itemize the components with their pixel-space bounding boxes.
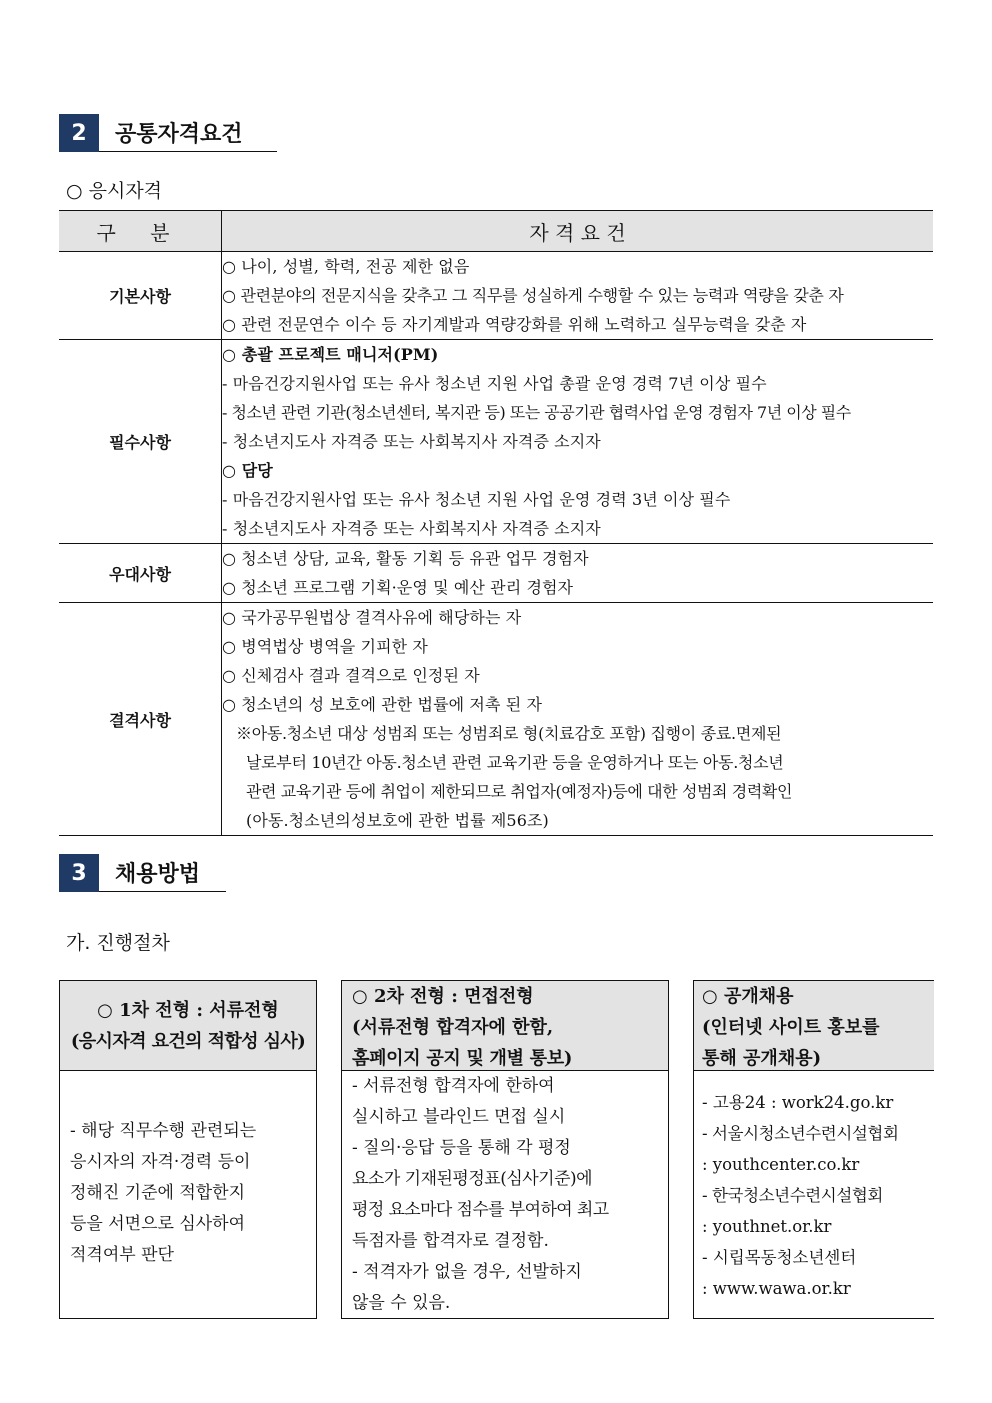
- stage2-subtitle: (서류전형 합격자에 한함,: [352, 1017, 554, 1038]
- stage2-head: [342, 981, 668, 1071]
- stage3-head: [694, 981, 934, 1071]
- basic-category: 기본사항: [59, 252, 222, 340]
- list-item: 요소가 기재된평정표(심사기준)에: [352, 1169, 593, 1189]
- list-item: ○ 나이, 성별, 학력, 전공 제한 없음: [222, 257, 470, 276]
- stage1-subtitle: (응시자격 요건의 적합성 심사): [70, 1031, 306, 1052]
- list-item: 않을 수 있음.: [352, 1293, 451, 1313]
- eligibility-label: ○ 응시자격: [66, 180, 163, 202]
- stage3-body: [694, 1071, 934, 1318]
- list-item: ○ 청소년의 성 보호에 관한 법률에 저촉 된 자: [222, 695, 543, 714]
- list-item: - 해당 직무수행 관련되는: [70, 1121, 257, 1141]
- note-line: 관련 교육기관 등에 취업이 제한되므로 취업자(예정자)등에 대한 성범죄 경력확인: [246, 782, 793, 801]
- disqualification-category: 결격사항: [59, 603, 222, 836]
- stage2-subtitle: 홈페이지 공지 및 개별 통보): [352, 1048, 573, 1069]
- stage3-title: ○ 공개채용: [702, 986, 794, 1007]
- list-item: - 서류전형 합격자에 한하여: [352, 1076, 555, 1096]
- stage2-title: ○ 2차 전형 : 면접전형: [352, 986, 534, 1007]
- table-row: [59, 252, 933, 340]
- required-category: 필수사항: [59, 340, 222, 544]
- disqualification-requirements: [222, 603, 934, 836]
- list-item: - 마음건강지원사업 또는 유사 청소년 지원 사업 총괄 운영 경력 7년 이상 필수: [222, 374, 767, 393]
- list-item: - 청소년지도사 자격증 또는 사회복지사 자격증 소지자: [222, 519, 601, 538]
- list-item: - 시립목동청소년센터: [702, 1248, 857, 1267]
- stage2-box: [341, 980, 669, 1319]
- stage1-body: [60, 1071, 316, 1318]
- stage3-subtitle: (인터넷 사이트 홍보를: [702, 1017, 880, 1038]
- note-line: (아동.청소년의성보호에 관한 법률 제56조): [246, 811, 549, 830]
- list-item: ○ 병역법상 병역을 기피한 자: [222, 637, 428, 656]
- table-row: [59, 603, 933, 836]
- staff-title: ○ 담당: [222, 461, 273, 480]
- header-category: 구 분: [59, 211, 222, 252]
- list-item: ○ 청소년 상담, 교육, 활동 기획 등 유관 업무 경험자: [222, 549, 589, 568]
- basic-requirements: [222, 252, 934, 340]
- list-item: 등을 서면으로 심사하여: [70, 1214, 246, 1234]
- list-item: - 질의·응답 등을 통해 각 평정: [352, 1138, 571, 1158]
- stage2-body: [342, 1071, 668, 1318]
- stage3-subtitle: 통해 공개채용): [702, 1048, 822, 1069]
- list-item: 정해진 기준에 적합한지: [70, 1183, 246, 1203]
- list-item: ○ 신체검사 결과 결격으로 인정된 자: [222, 666, 480, 685]
- table-row: [59, 340, 933, 544]
- section-3-number: 3: [59, 854, 99, 892]
- pm-title: ○ 총괄 프로젝트 매니저(PM): [222, 345, 439, 364]
- procedure-label: 가. 진행절차: [66, 932, 170, 954]
- stage1-head: [60, 981, 316, 1071]
- header-requirements: 자 격 요 건: [222, 211, 934, 252]
- table-row: [59, 544, 933, 603]
- list-item: - 적격자가 없을 경우, 선발하지: [352, 1262, 582, 1282]
- section-3-title: 채용방법: [99, 854, 226, 892]
- section-3-heading: [59, 854, 226, 892]
- list-item: ○ 관련분야의 전문지식을 갖추고 그 직무를 성실하게 수행할 수 있는 능력과 역량을 갖춘 자: [222, 286, 844, 305]
- table-header-row: [59, 211, 933, 252]
- list-item: 적격여부 판단: [70, 1245, 174, 1265]
- section-2-number: 2: [59, 114, 99, 152]
- eligibility-table: [59, 210, 933, 836]
- list-item: : youthcenter.co.kr: [702, 1155, 860, 1174]
- list-item: - 마음건강지원사업 또는 유사 청소년 지원 사업 운영 경력 3년 이상 필수: [222, 490, 731, 509]
- note-line: 날로부터 10년간 아동.청소년 관련 교육기관 등을 운영하거나 또는 아동.청소년: [246, 753, 784, 772]
- list-item: ○ 국가공무원법상 결격사유에 해당하는 자: [222, 608, 522, 627]
- note-line: ※아동.청소년 대상 성범죄 또는 성범죄로 형(치료감호 포함) 집행이 종료.면제된: [236, 724, 782, 743]
- list-item: 평정 요소마다 점수를 부여하여 최고: [352, 1200, 609, 1220]
- section-2-heading: [59, 114, 277, 152]
- list-item: - 서울시청소년수련시설협회: [702, 1124, 899, 1143]
- list-item: - 한국청소년수련시설협회: [702, 1186, 883, 1205]
- section-2-title: 공통자격요건: [99, 114, 277, 152]
- list-item: 득점자를 합격자로 결정함.: [352, 1231, 549, 1251]
- stage1-title: ○ 1차 전형 : 서류전형: [97, 1000, 279, 1021]
- list-item: - 청소년 관련 기관(청소년센터, 복지관 등) 또는 공공기관 협력사업 운영 경험자 7년 이상 필수: [222, 403, 851, 422]
- list-item: : www.wawa.or.kr: [702, 1279, 851, 1298]
- preferred-requirements: [222, 544, 934, 603]
- list-item: ○ 청소년 프로그램 기획·운영 및 예산 관리 경험자: [222, 578, 574, 597]
- list-item: - 고용24 : work24.go.kr: [702, 1093, 894, 1112]
- list-item: 실시하고 블라인드 면접 실시: [352, 1107, 566, 1127]
- list-item: 응시자의 자격·경력 등이: [70, 1152, 251, 1172]
- required-requirements: [222, 340, 934, 544]
- list-item: - 청소년지도사 자격증 또는 사회복지사 자격증 소지자: [222, 432, 601, 451]
- stage3-box: [693, 980, 934, 1319]
- stage1-box: [59, 980, 317, 1319]
- list-item: ○ 관련 전문연수 이수 등 자기계발과 역량강화를 위해 노력하고 실무능력을 갖춘 자: [222, 315, 807, 334]
- list-item: : youthnet.or.kr: [702, 1217, 832, 1236]
- preferred-category: 우대사항: [59, 544, 222, 603]
